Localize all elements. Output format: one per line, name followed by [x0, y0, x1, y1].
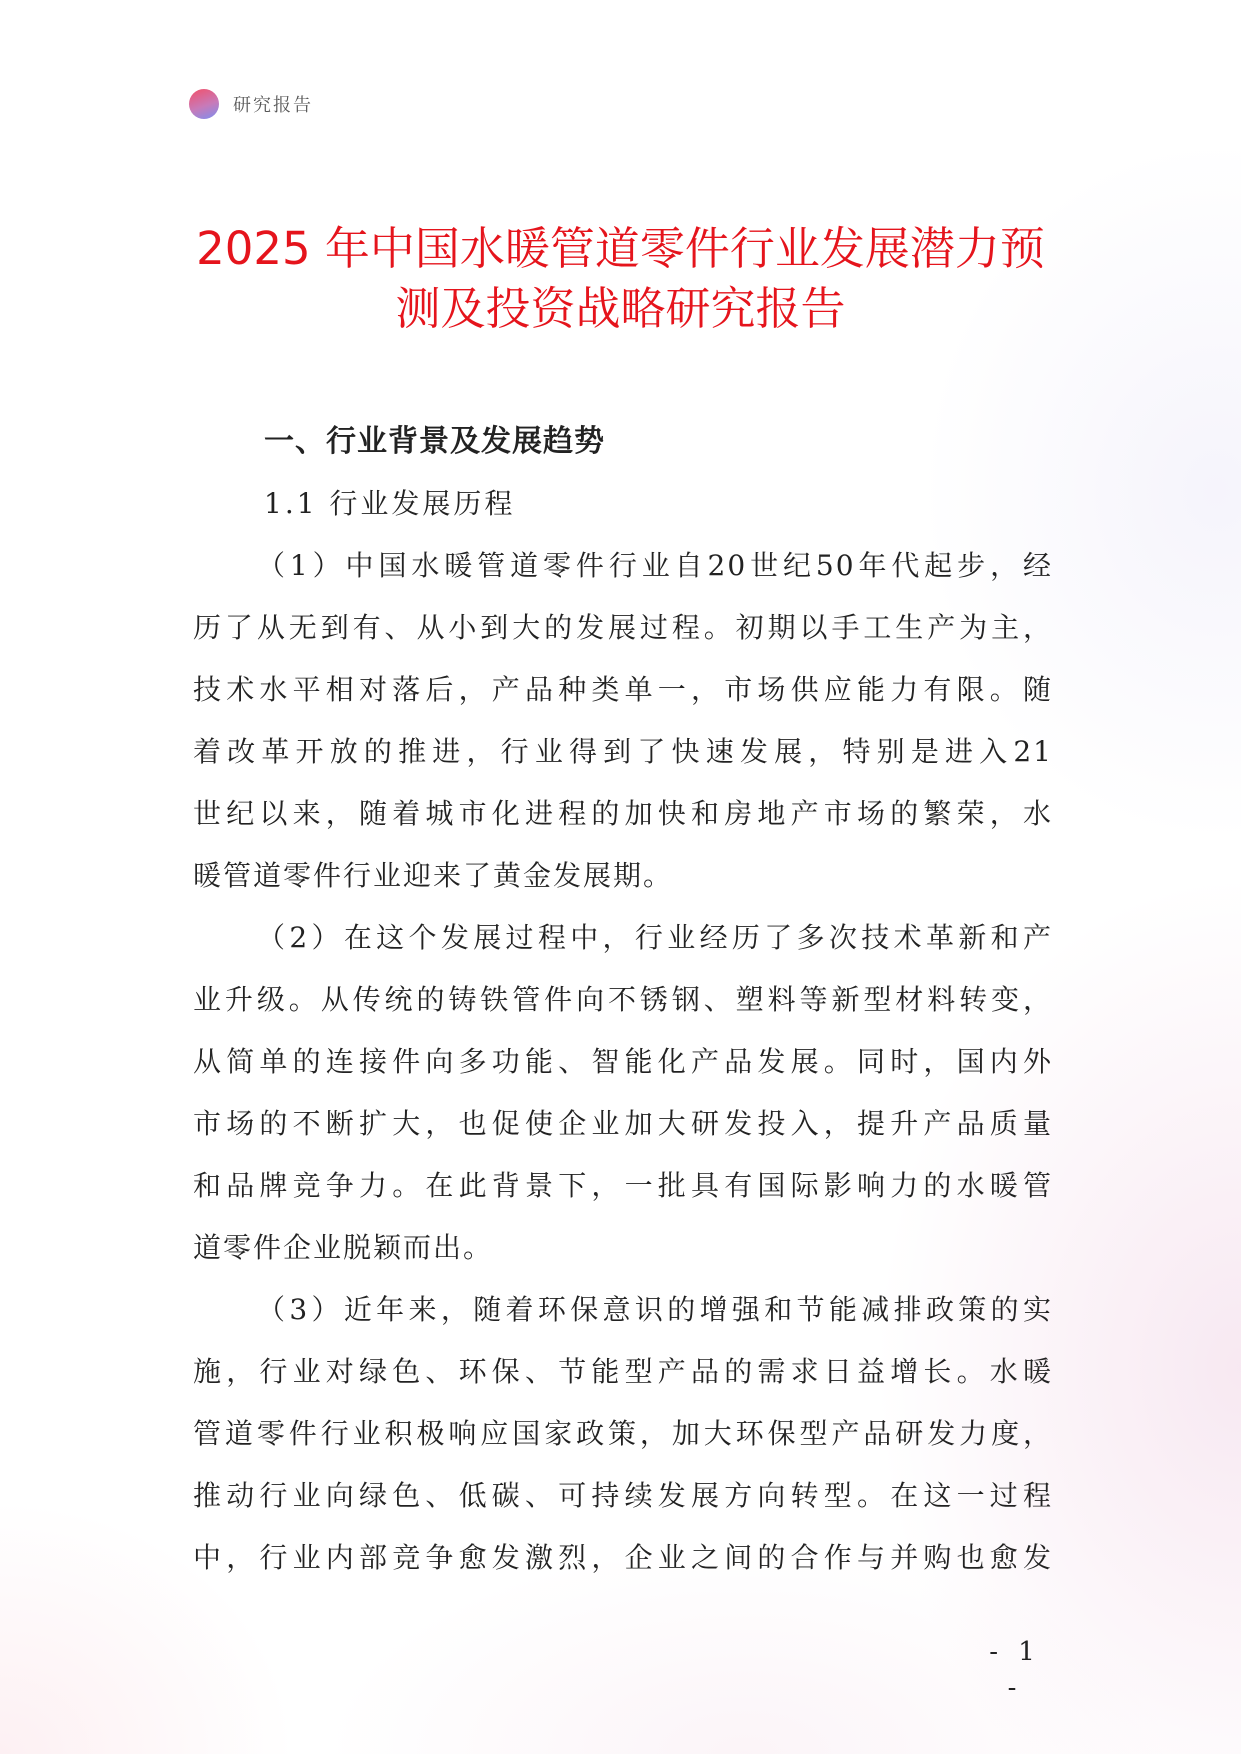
title-line: 2025 年中国水暖管道零件行业发展潜力预 — [196, 222, 1045, 275]
paragraph-line: 施，行业对绿色、环保、节能型产品的需求日益增长。水暖 — [193, 1355, 1053, 1388]
paragraph-line: 推动行业向绿色、低碳、可持续发展方向转型。在这一过程 — [193, 1479, 1053, 1512]
paragraph-line: 和品牌竞争力。在此背景下，一批具有国际影响力的水暖管 — [193, 1169, 1053, 1202]
document-body — [193, 411, 1053, 1589]
paragraph-line: 世纪以来，随着城市化进程的加快和房地产市场的繁荣，水 — [193, 797, 1053, 830]
paragraph-line: 业升级。从传统的铸铁管件向不锈钢、塑料等新型材料转变， — [193, 983, 1053, 1016]
paragraph-line: （2）在这个发展过程中，行业经历了多次技术革新和产 — [257, 921, 1053, 954]
paragraph-line: 技术水平相对落后，产品种类单一，市场供应能力有限。随 — [193, 673, 1053, 706]
paragraph-line: 道零件企业脱颖而出。 — [193, 1231, 494, 1264]
page-header — [189, 89, 313, 119]
paragraph-line: 从简单的连接件向多功能、智能化产品发展。同时，国内外 — [193, 1045, 1053, 1078]
page-number: - 1 - — [989, 1637, 1041, 1703]
paragraph-2 — [193, 907, 1053, 1279]
paragraph-line: 中，行业内部竞争愈发激烈，企业之间的合作与并购也愈发 — [193, 1541, 1053, 1574]
paragraph-1 — [193, 535, 1053, 907]
brand-logo-icon — [189, 89, 219, 119]
paragraph-3 — [193, 1279, 1053, 1589]
paragraph-line: （3）近年来，随着环保意识的增强和节能减排政策的实 — [257, 1293, 1053, 1326]
title-line: 测及投资战略研究报告 — [395, 282, 846, 335]
paragraph-line: 着改革开放的推进，行业得到了快速发展，特别是进入21 — [193, 735, 1053, 768]
paragraph-line: 暖管道零件行业迎来了黄金发展期。 — [193, 859, 674, 892]
section-heading: 一、行业背景及发展趋势 — [264, 424, 605, 459]
paragraph-line: 管道零件行业积极响应国家政策，加大环保型产品研发力度， — [193, 1417, 1053, 1450]
document-title — [0, 219, 1241, 339]
paragraph-line: 市场的不断扩大，也促使企业加大研发投入，提升产品质量 — [193, 1107, 1053, 1140]
paragraph-line: 历了从无到有、从小到大的发展过程。初期以手工生产为主， — [193, 611, 1053, 644]
paragraph-line: （1）中国水暖管道零件行业自20世纪50年代起步，经 — [257, 549, 1053, 582]
header-label: 研究报告 — [233, 95, 313, 116]
subsection-heading: 1.1 行业发展历程 — [264, 487, 516, 520]
